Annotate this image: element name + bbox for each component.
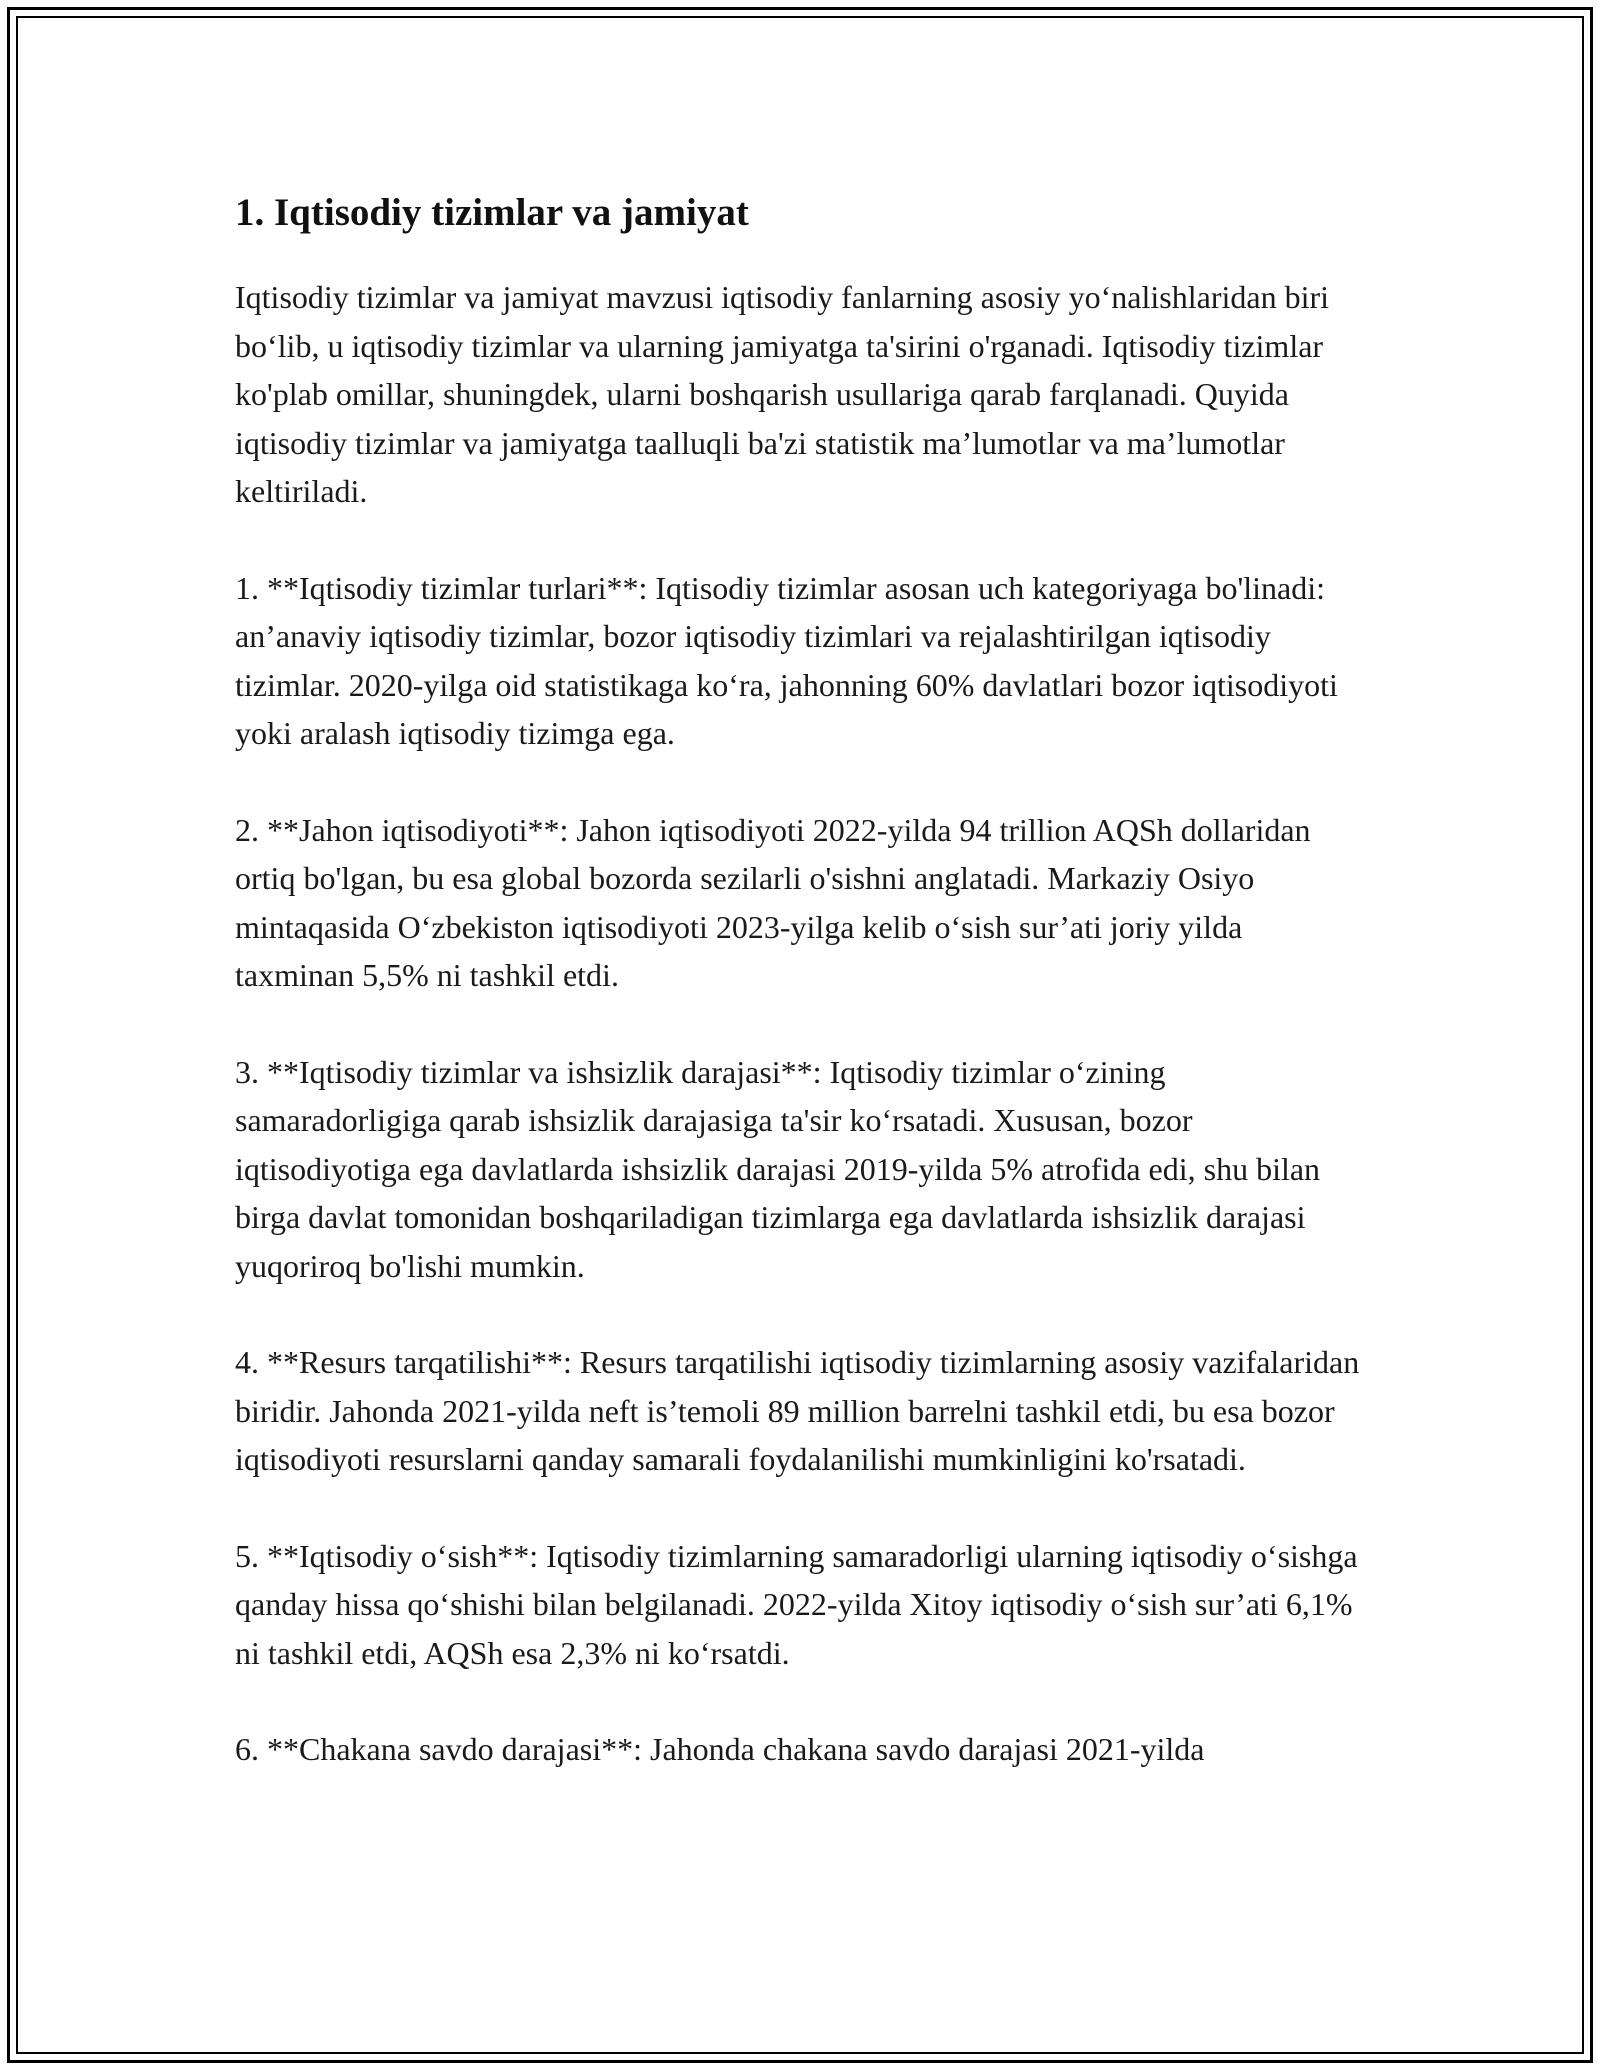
list-item-world-economy: 2. **Jahon iqtisodiyoti**: Jahon iqtisodiyoti 2022-yilda 94 trillion AQSh dollaridan ortiq bo'lgan, bu esa global bozorda sezilarli o'sishni anglatadi. Markaziy Osiyo mintaqasida O‘zbekiston iqtisodiyoti 2023-yilga kelib o‘sish sur’ati joriy yilda taxminan 5,5% ni tashkil etdi. xyxy=(235,811,1311,993)
document-body xyxy=(235,185,1365,1822)
list-item-economic-system-types: 1. **Iqtisodiy tizimlar turlari**: Iqtisodiy tizimlar asosan uch kategoriyaga bo'linadi: an’anaviy iqtisodiy tizimlar, bozor iqtisodiy tizimlari va rejalashtirilgan iqtisodiy tizimlar. 2020-yilga oid statistikaga ko‘ra, jahonning 60% davlatlari bozor iqtisodiyoti yoki aralash iqtisodiy tizimga ega. xyxy=(235,569,1338,751)
list-item-economic-growth: 5. **Iqtisodiy o‘sish**: Iqtisodiy tizimlarning samaradorligi ularning iqtisodiy o‘sishga qanday hissa qo‘shishi bilan belgilanadi. 2022-yilda Xitoy iqtisodiy o‘sish sur’ati 6,1% ni tashkil etdi, AQSh esa 2,3% ni ko‘rsatdi. xyxy=(235,1537,1358,1671)
list-item-resource-distribution: 4. **Resurs tarqatilishi**: Resurs tarqatilishi iqtisodiy tizimlarning asosiy vazifalaridan biridir. Jahonda 2021-yilda neft is’temoli 89 million barrelni tashkil etdi, bu esa bozor iqtisodiyoti resurslarni qanday samarali foydalanilishi mumkinligini ko'rsatadi. xyxy=(235,1344,1360,1477)
list-item-retail-trade: 6. **Chakana savdo darajasi**: Jahonda chakana savdo darajasi 2021-yilda xyxy=(235,1731,1205,1767)
list-item-unemployment: 3. **Iqtisodiy tizimlar va ishsizlik darajasi**: Iqtisodiy tizimlar o‘zining samaradorligiga qarab ishsizlik darajasiga ta'sir ko‘rsatadi. Xususan, bozor iqtisodiyotiga ega davlatlarda ishsizlik darajasi 2019-yilda 5% atrofida edi, shu bilan birga davlat tomonidan boshqariladigan tizimlarga ega davlatlarda ishsizlik darajasi yuqoriroq bo'lishi mumkin. xyxy=(235,1053,1321,1284)
section-title: 1. Iqtisodiy tizimlar va jamiyat xyxy=(235,191,749,234)
intro-paragraph: Iqtisodiy tizimlar va jamiyat mavzusi iqtisodiy fanlarning asosiy yo‘nalishlaridan biri bo‘lib, u iqtisodiy tizimlar va ularning jamiyatga ta'sirini o'rganadi. Iqtisodiy tizimlar ko'plab omillar, shuningdek, ularni boshqarish usullariga qarab farqlanadi. Quyida iqtisodiy tizimlar va jamiyatga taalluqli ba'zi statistik ma’lumotlar va ma’lumotlar keltiriladi. xyxy=(235,279,1329,509)
